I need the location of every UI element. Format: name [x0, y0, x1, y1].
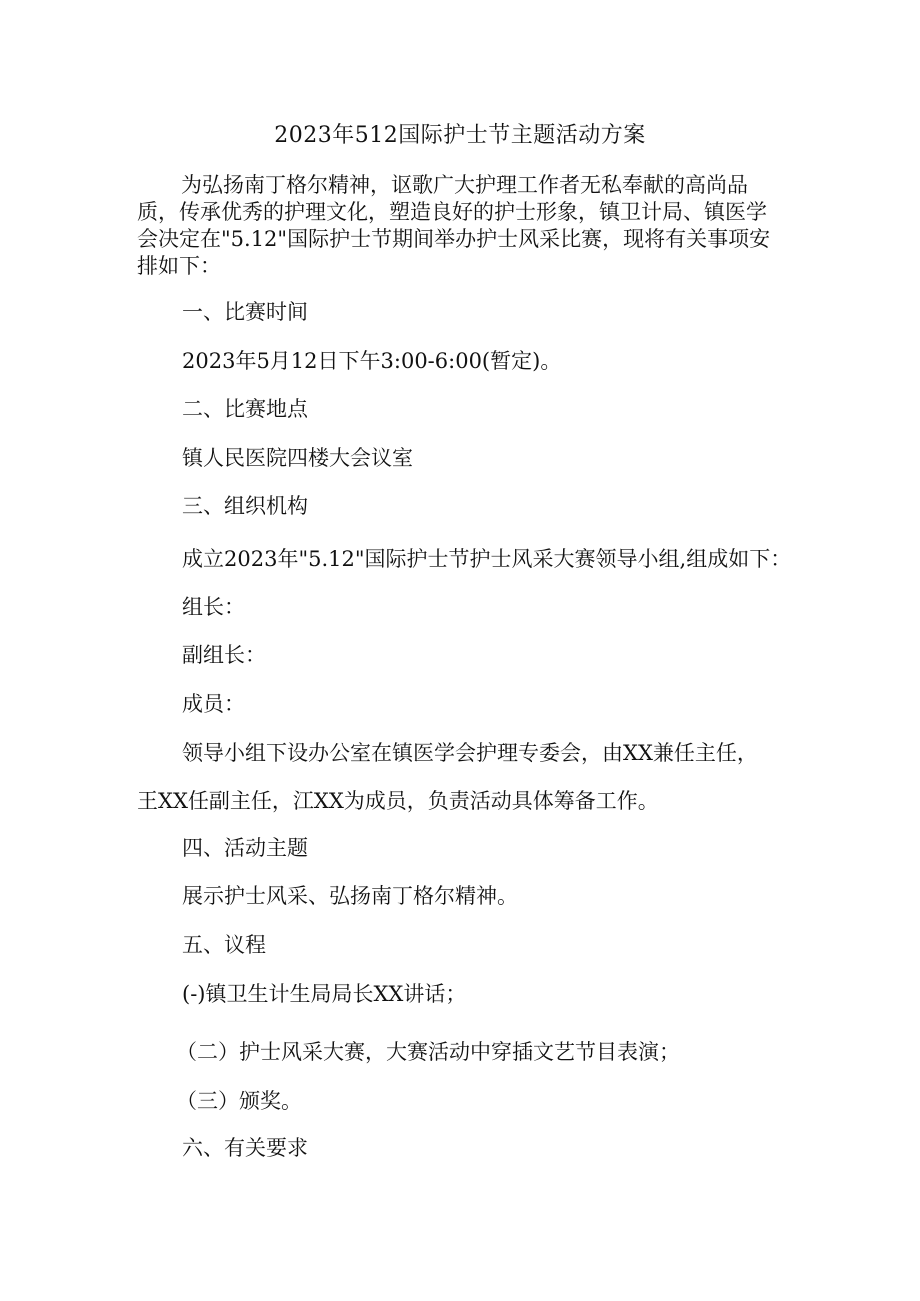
- competition-venue: 镇人民医院四楼大会议室: [182, 446, 413, 470]
- activity-theme: 展示护士风采、弘扬南丁格尔精神。: [182, 884, 518, 908]
- section-5-heading: 五、议程: [182, 933, 266, 957]
- section-1-heading: 一、比赛时间: [182, 300, 308, 324]
- document-title: 2023年512国际护士节主题活动方案: [274, 123, 646, 148]
- intro-paragraph: 为弘扬南丁格尔精神，讴歌广大护理工作者无私奉献的高尚品质，传承优秀的护理文化，塑造良好的护士形象，镇卫计局、镇医学会决定在"5.12"国际护士节期间举办护士风采比赛，现将有关事项安排如下：: [137, 173, 771, 278]
- office-line-1: 领导小组下设办公室在镇医学会护理专委会，由XX兼任主任，: [182, 741, 758, 765]
- section-3-heading: 三、组织机构: [182, 494, 308, 518]
- competition-time: 2023年5月12日下午3:00-6:00(暂定)。: [182, 349, 562, 373]
- section-4-heading: 四、活动主题: [182, 836, 308, 860]
- office-line-2: 王XX任副主任，江XX为成员，负责活动具体筹备工作。: [137, 789, 659, 813]
- agenda-item-3: （三）颁奖。: [176, 1089, 302, 1113]
- leader-line: 组长：: [182, 595, 245, 619]
- section-2-heading: 二、比赛地点: [182, 397, 308, 421]
- agenda-item-2: （二）护士风采大赛，大赛活动中穿插文艺节目表演；: [176, 1040, 680, 1064]
- section-6-heading: 六、有关要求: [182, 1136, 308, 1160]
- agenda-item-1: (-)镇卫生计生局局长XX讲话；: [182, 982, 467, 1006]
- vice-leader-line: 副组长：: [182, 643, 266, 667]
- organization-intro: 成立2023年"5.12"国际护士节护士风采大赛领导小组,组成如下：: [182, 547, 792, 571]
- members-line: 成员：: [182, 692, 245, 716]
